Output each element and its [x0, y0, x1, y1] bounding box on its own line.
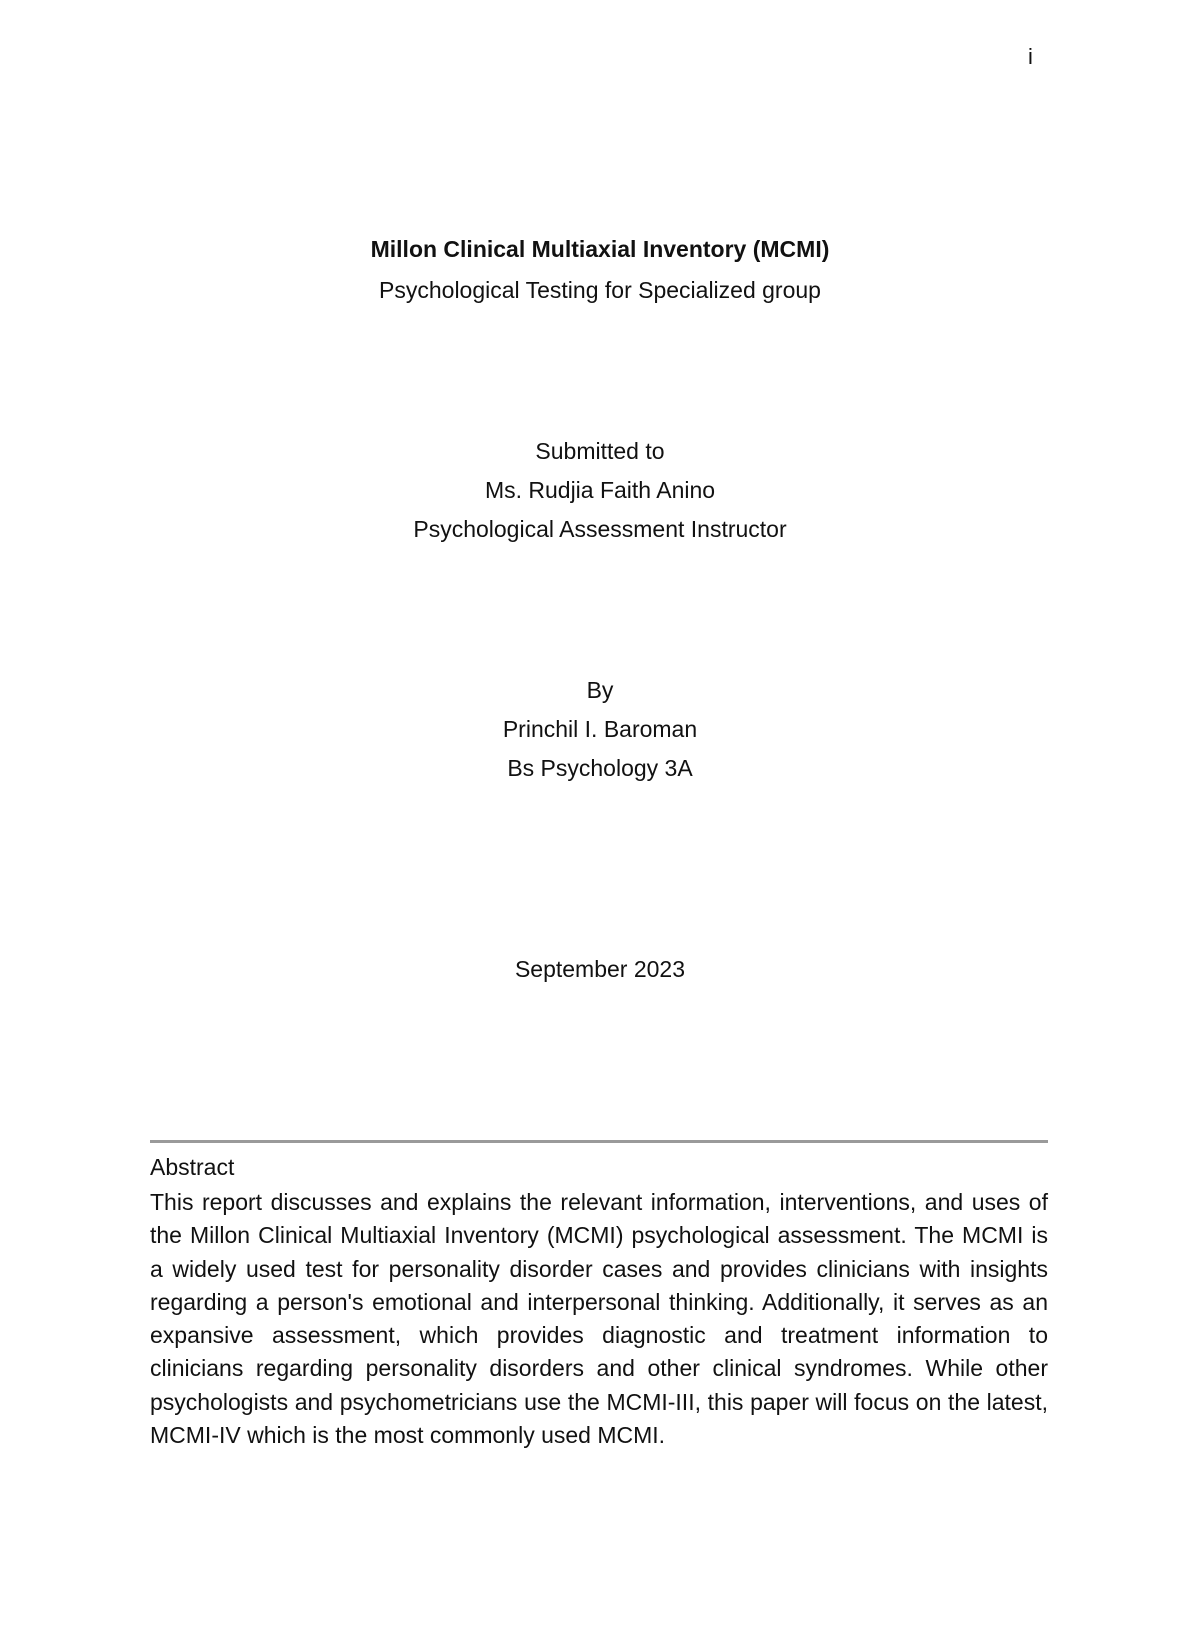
- document-subtitle: Psychological Testing for Specialized group: [379, 277, 821, 303]
- document-title: Millon Clinical Multiaxial Inventory (MCMI): [370, 236, 830, 262]
- instructor-role: Psychological Assessment Instructor: [413, 516, 787, 542]
- submission-date: September 2023: [514, 956, 686, 982]
- by-label: By: [586, 677, 614, 703]
- submitted-to-label: Submitted to: [535, 438, 665, 464]
- author-name: Princhil I. Baroman: [502, 716, 698, 742]
- abstract-divider: [150, 1140, 1048, 1143]
- page-number: i: [1028, 44, 1033, 69]
- abstract-body: This report discusses and explains the relevant information, interventions, and uses of the Millon Clinical Multiaxial Inventory (MCMI) psychological assessment. The MCMI is a widely used test for personality disorder cases and provides clinicians with insights regarding a person's emotional and interpersonal thinking. Additionally, it serves as an expansive assessment, which provides diagnostic and treatment information to clinicians regarding personality disorders and other clinical syndromes. While other psychologists and psychometricians use the MCMI-III, this paper will focus on the latest, MCMI-IV which is the most commonly used MCMI.: [150, 1189, 1048, 1449]
- author-program: Bs Psychology 3A: [507, 755, 693, 781]
- instructor-name: Ms. Rudjia Faith Anino: [484, 477, 716, 503]
- abstract-heading: Abstract: [150, 1154, 235, 1180]
